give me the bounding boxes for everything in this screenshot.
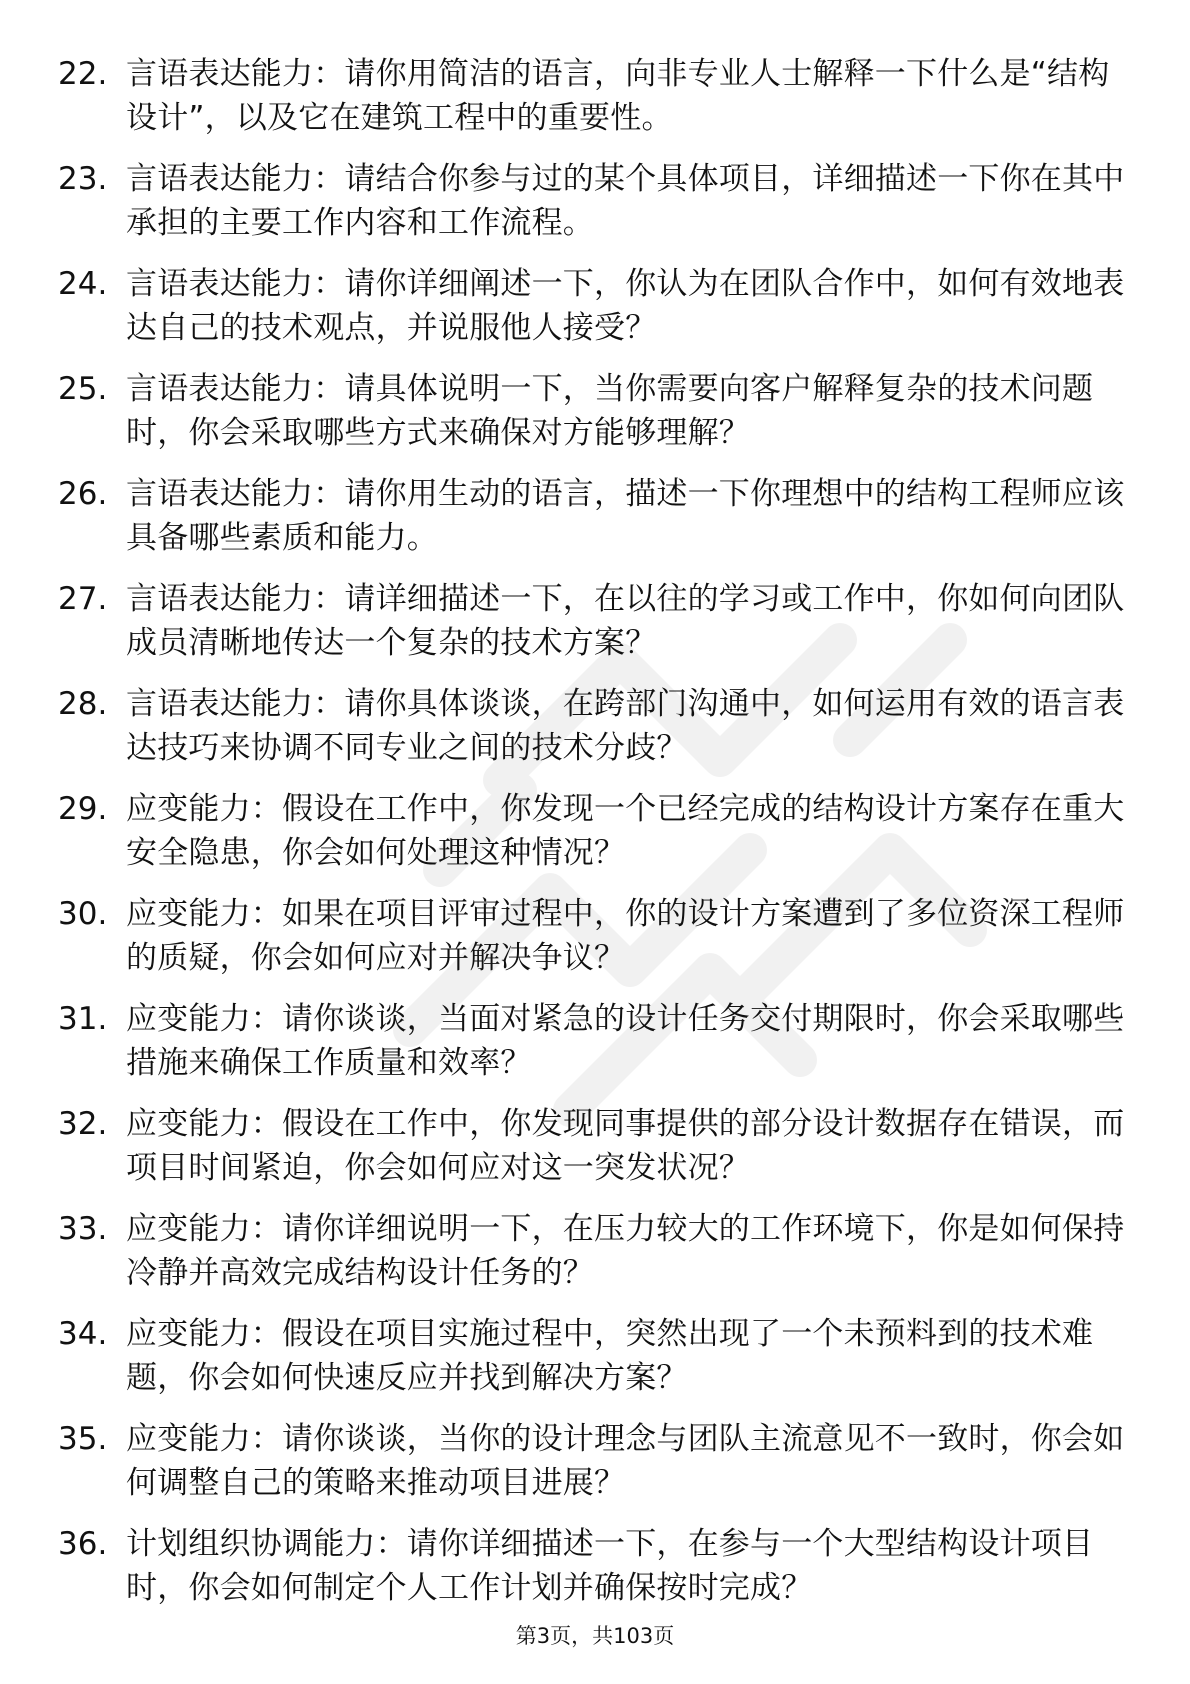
question-item xyxy=(58,1312,1128,1417)
question-number: 31. xyxy=(58,1001,108,1037)
question-text: 应变能力：假设在项目实施过程中，突然出现了一个未预料到的技术难题，你会如何快速反应并找到解决方案？ xyxy=(126,1316,1094,1396)
question-number: 30. xyxy=(58,896,108,932)
question-text: 言语表达能力：请你详细阐述一下，你认为在团队合作中，如何有效地表达自己的技术观点，并说服他人接受？ xyxy=(126,266,1125,346)
question-number: 22. xyxy=(58,56,108,92)
question-item xyxy=(58,1102,1128,1207)
question-text: 言语表达能力：请详细描述一下，在以往的学习或工作中，你如何向团队成员清晰地传达一个复杂的技术方案？ xyxy=(126,581,1125,661)
question-item xyxy=(58,997,1128,1102)
question-number: 23. xyxy=(58,161,108,197)
question-text: 应变能力：请你详细说明一下，在压力较大的工作环境下，你是如何保持冷静并高效完成结构设计任务的？ xyxy=(126,1211,1125,1291)
question-text: 言语表达能力：请你用简洁的语言，向非专业人士解释一下什么是“结构设计”，以及它在建筑工程中的重要性。 xyxy=(126,56,1110,136)
question-number: 28. xyxy=(58,686,108,722)
question-item xyxy=(58,157,1128,262)
question-number: 27. xyxy=(58,581,108,617)
question-item xyxy=(58,1417,1128,1522)
question-number: 33. xyxy=(58,1211,108,1247)
question-text: 言语表达能力：请你用生动的语言，描述一下你理想中的结构工程师应该具备哪些素质和能力。 xyxy=(126,476,1125,556)
question-item xyxy=(58,682,1128,787)
question-number: 26. xyxy=(58,476,108,512)
page-footer xyxy=(0,1622,1190,1650)
question-text: 应变能力：假设在工作中，你发现同事提供的部分设计数据存在错误，而项目时间紧迫，你会如何应对这一突发状况？ xyxy=(126,1106,1125,1186)
question-item xyxy=(58,472,1128,577)
question-item xyxy=(58,1522,1128,1627)
question-text: 应变能力：请你谈谈，当你的设计理念与团队主流意见不一致时，你会如何调整自己的策略来推动项目进展？ xyxy=(126,1421,1125,1501)
question-item xyxy=(58,787,1128,892)
question-text: 应变能力：请你谈谈，当面对紧急的设计任务交付期限时，你会采取哪些措施来确保工作质量和效率？ xyxy=(126,1001,1125,1081)
question-number: 29. xyxy=(58,791,108,827)
question-number: 35. xyxy=(58,1421,108,1457)
question-text: 计划组织协调能力：请你详细描述一下，在参与一个大型结构设计项目时，你会如何制定个人工作计划并确保按时完成？ xyxy=(126,1526,1094,1606)
question-item xyxy=(58,262,1128,367)
question-text: 言语表达能力：请具体说明一下，当你需要向客户解释复杂的技术问题时，你会采取哪些方式来确保对方能够理解？ xyxy=(126,371,1094,451)
question-item xyxy=(58,892,1128,997)
question-text: 言语表达能力：请你具体谈谈，在跨部门沟通中，如何运用有效的语言表达技巧来协调不同专业之间的技术分歧？ xyxy=(126,686,1125,766)
question-text: 言语表达能力：请结合你参与过的某个具体项目，详细描述一下你在其中承担的主要工作内容和工作流程。 xyxy=(126,161,1125,241)
question-number: 36. xyxy=(58,1526,108,1562)
page-number-label: 第3页，共103页 xyxy=(515,1624,675,1648)
question-item xyxy=(58,52,1128,157)
question-number: 32. xyxy=(58,1106,108,1142)
question-number: 24. xyxy=(58,266,108,302)
question-list xyxy=(58,52,1128,1627)
question-text: 应变能力：如果在项目评审过程中，你的设计方案遭到了多位资深工程师的质疑，你会如何应对并解决争议？ xyxy=(126,896,1125,976)
question-number: 34. xyxy=(58,1316,108,1352)
question-item xyxy=(58,367,1128,472)
question-item xyxy=(58,577,1128,682)
question-number: 25. xyxy=(58,371,108,407)
question-item xyxy=(58,1207,1128,1312)
question-text: 应变能力：假设在工作中，你发现一个已经完成的结构设计方案存在重大安全隐患，你会如何处理这种情况？ xyxy=(126,791,1125,871)
